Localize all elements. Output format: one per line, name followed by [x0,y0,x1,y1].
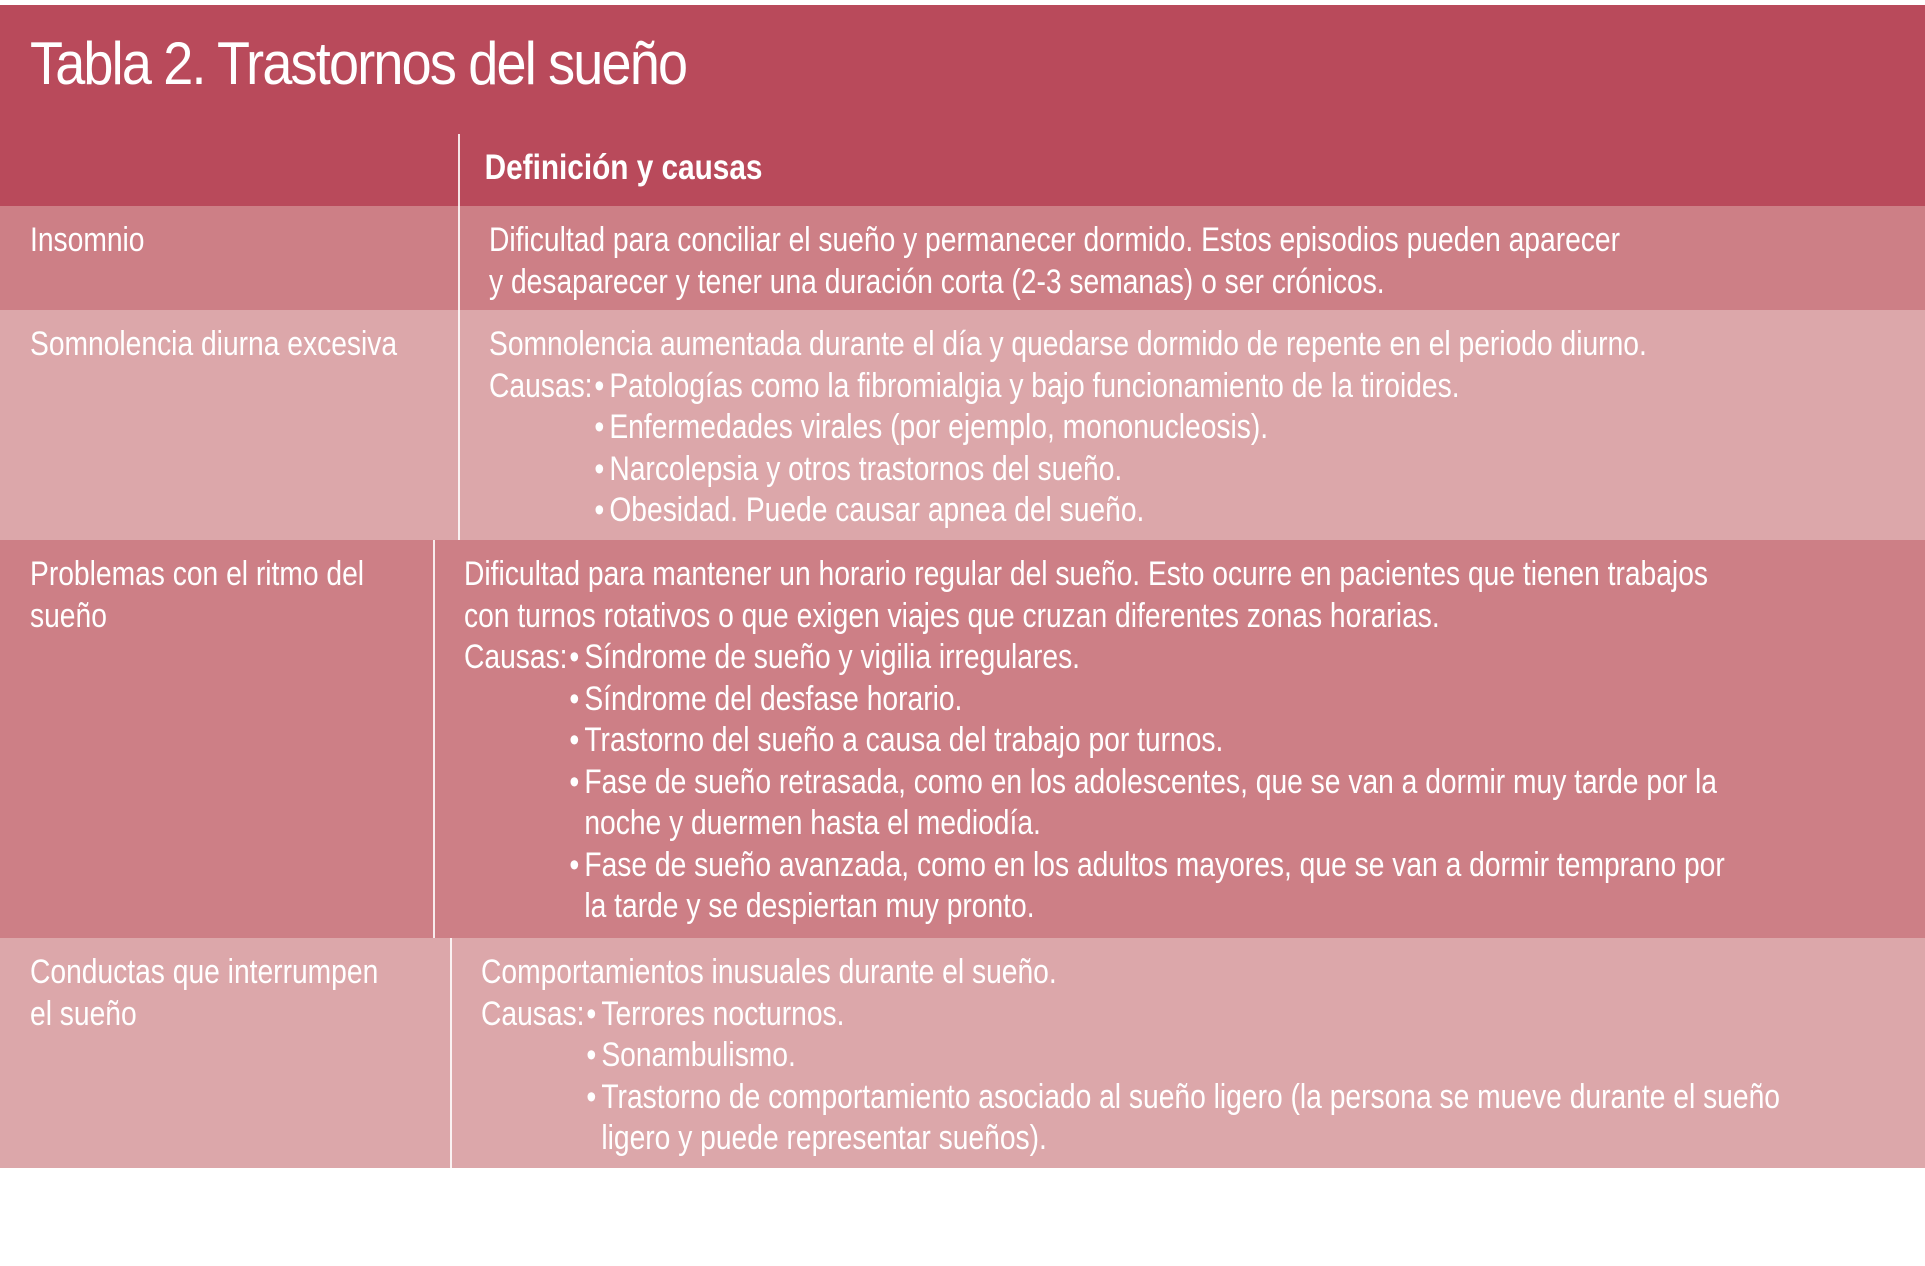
cause-item: • Enfermedades virales (por ejemplo, mononucleosis). [594,407,1459,449]
definition-line: Comportamientos inusuales durante el sueño. [480,953,1057,991]
disorder-name: Somnolencia diurna excesiva [30,325,398,363]
causes-block [481,994,1780,1160]
header-cell-definition: Definición y causas [484,148,763,187]
disorder-name-cell [0,206,460,310]
table-row-somnolencia [0,310,1925,540]
definition-line: y desaparecer y tener una duración corta (2-3 semanas) o ser crónicos. [489,262,1385,301]
table-row-conductas [0,938,1925,1168]
cause-item: • Narcolepsia y otros trastornos del sueño. [594,449,1459,491]
definition-cell [460,310,1925,540]
definition-line: con turnos rotativos o que exigen viajes que cruzan diferentes zonas horarias. [463,596,1440,635]
definition-cell [460,206,1925,310]
table-row-insomnio [0,206,1925,310]
header-cell-empty [0,134,460,206]
definition-line: Dificultad para mantener un horario regular del sueño. Esto ocurre en pacientes que tienen trabajos [463,555,1708,593]
definition-text [481,952,1780,1160]
cause-item: • Fase de sueño retrasada, como en los adolescentes, que se van a dormir muy tarde por la noche y duermen hasta el mediodía. [569,762,1724,845]
causes-list [586,994,1780,1160]
disorder-name: Conductas que interrumpen el sueño [30,953,379,1033]
causes-label: Causas: [480,994,585,1033]
definition-cell [435,540,1925,938]
table-row-ritmo [0,540,1925,938]
causes-list [569,637,1724,928]
definition-text [489,220,1681,303]
cause-item: • Obesidad. Puede causar apnea del sueño. [594,490,1459,532]
disorder-name-cell [0,938,452,1168]
causes-label: Causas: [489,366,593,405]
definition-text [464,554,1725,928]
definition-text [489,324,1681,532]
cause-item: • Fase de sueño avanzada, como en los adultos mayores, que se van a dormir temprano por la tarde y se despiertan muy pronto. [569,845,1724,928]
cause-item: • Sonambulismo. [586,1035,1780,1077]
disorder-name: Problemas con el ritmo del sueño [30,555,365,635]
disorder-name: Insomnio [30,221,145,259]
disorder-name-cell [0,540,435,938]
cause-item: • Trastorno del sueño a causa del trabajo por turnos. [569,720,1724,762]
causes-label: Causas: [463,638,568,676]
sleep-disorders-table [0,5,1925,1168]
cause-item: • Síndrome de sueño y vigilia irregulares. [569,637,1724,679]
cause-item: • Síndrome del desfase horario. [569,679,1724,721]
cause-item: • Trastorno de comportamiento asociado al sueño ligero (la persona se mueve durante el sueño ligero y puede representar sueños). [586,1077,1780,1160]
causes-block [489,366,1681,532]
table-title-bar [0,5,1925,134]
definition-cell [452,938,1925,1168]
cause-item: • Terrores nocturnos. [586,994,1780,1036]
definition-line: Dificultad para conciliar el sueño y permanecer dormido. Estos episodios pueden aparecer [489,221,1620,259]
table-title: Tabla 2. Trastornos del sueño [30,30,687,97]
disorder-name-cell [0,310,460,540]
causes-block [464,637,1725,928]
cause-item: • Patologías como la fibromialgia y bajo funcionamiento de la tiroides. [594,366,1459,408]
definition-line: Somnolencia aumentada durante el día y quedarse dormido de repente en el periodo diurno. [489,325,1647,363]
table-header-row [0,134,1925,206]
causes-list [594,366,1459,532]
